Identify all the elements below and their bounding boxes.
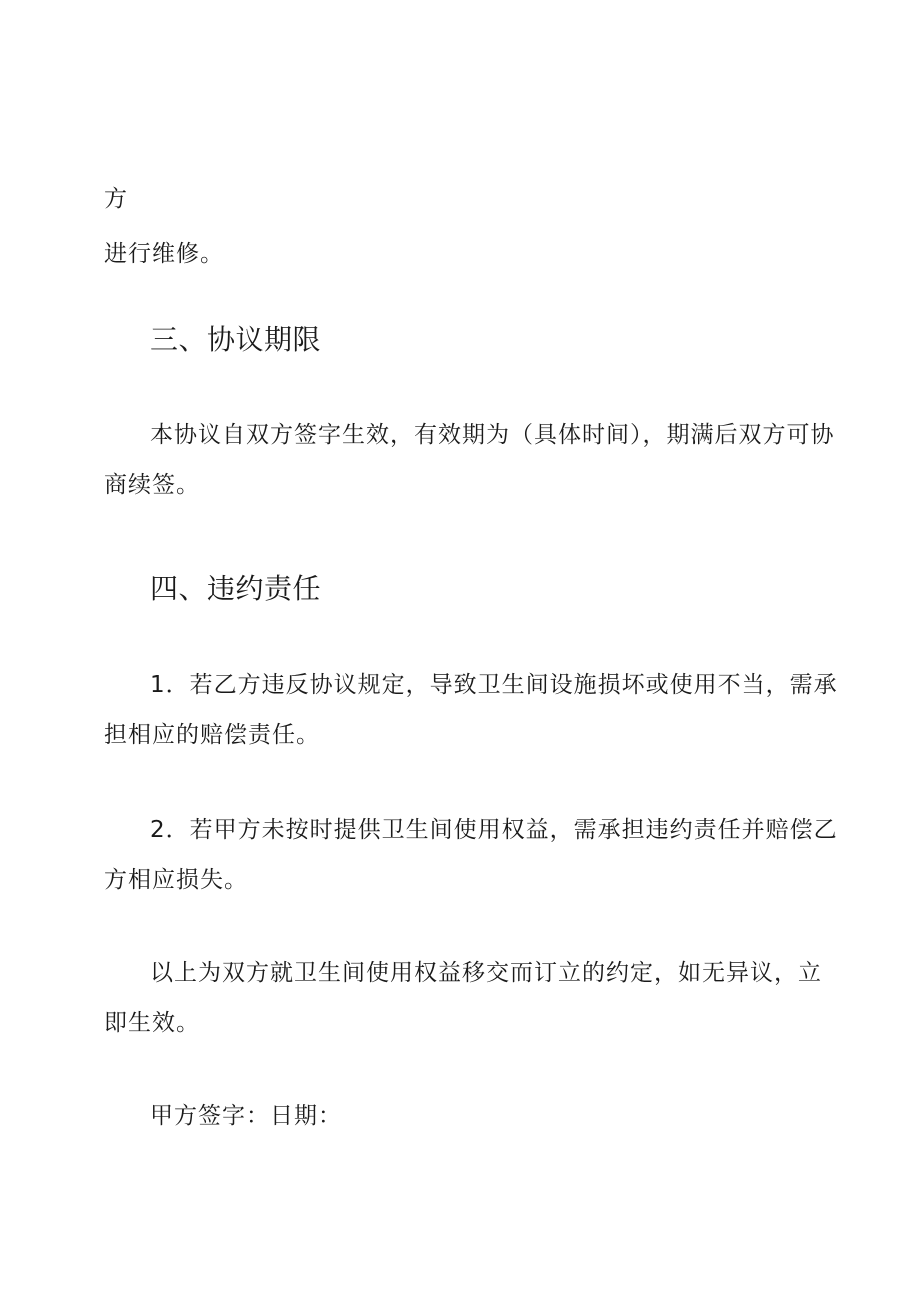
- section-4-item-1-line-1: 1．若乙方违反协议规定，导致卫生间设施损坏或使用不当，需承: [150, 672, 838, 698]
- section-3-heading: 三、协议期限: [150, 323, 322, 356]
- section-3-paragraph-line-1: 本协议自双方签字生效，有效期为（具体时间），期满后双方可协: [150, 422, 835, 448]
- closing-line-1: 以上为双方就卫生间使用权益移交而订立的约定，如无异议，立: [150, 960, 822, 986]
- fragment-continuation: 进行维修。: [104, 241, 224, 267]
- closing-line-2: 即生效。: [104, 1010, 200, 1036]
- section-4-item-2-line-2: 方相应损失。: [104, 867, 248, 893]
- fragment-line: 方: [104, 186, 128, 212]
- section-3-paragraph-line-2: 商续签。: [104, 472, 200, 498]
- section-4-heading: 四、违约责任: [150, 572, 322, 605]
- section-4-item-1-line-2: 担相应的赔偿责任。: [104, 722, 320, 748]
- signature-line: 甲方签字：日期：: [150, 1103, 342, 1129]
- section-4-item-2-line-1: 2．若甲方未按时提供卫生间使用权益，需承担违约责任并赔偿乙: [150, 817, 838, 843]
